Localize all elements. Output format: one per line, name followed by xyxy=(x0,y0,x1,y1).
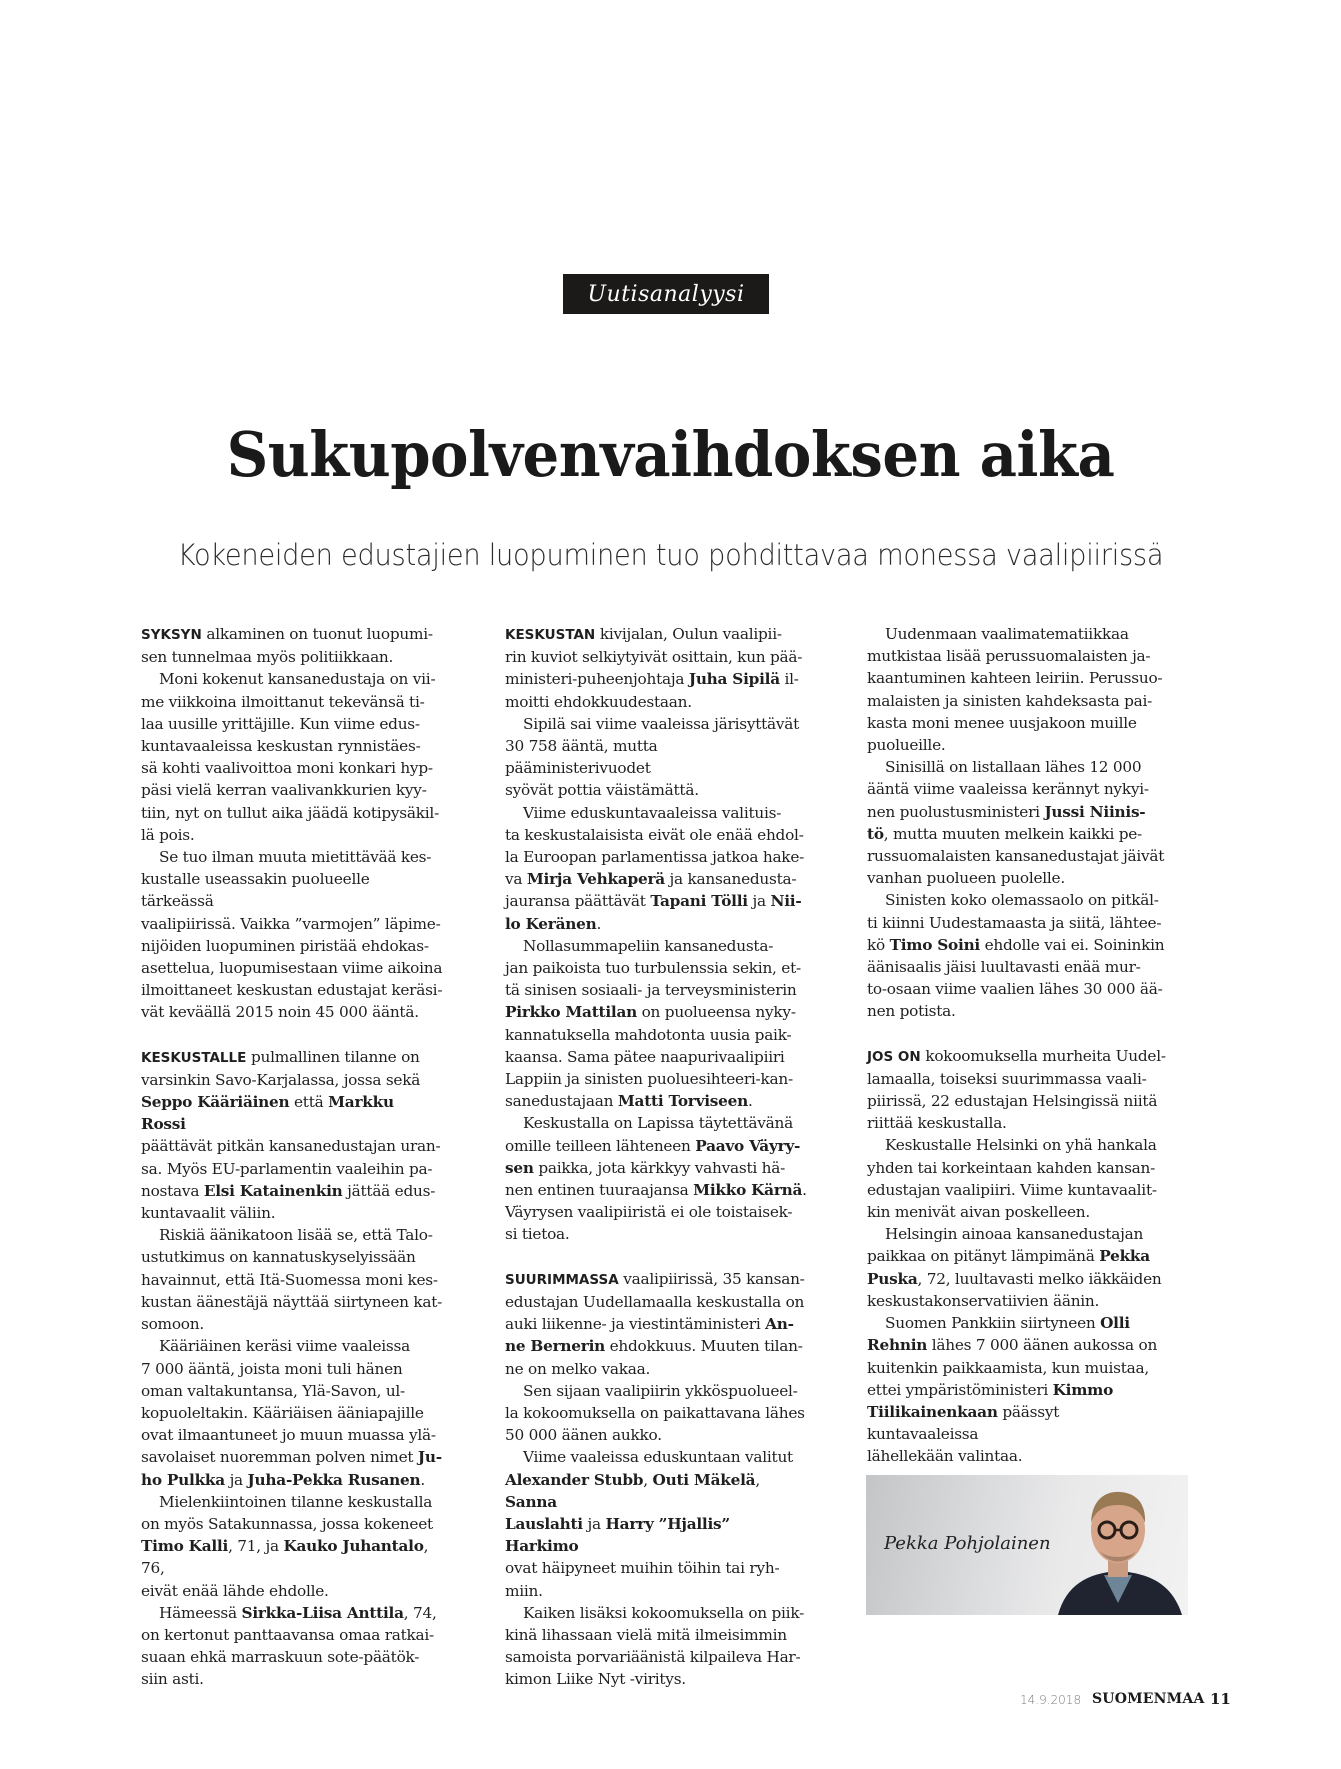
paragraph-text: alkaminen on tuonut luopumi- sen tunnelmaa myös politiikkaan. xyxy=(141,625,433,667)
article-paragraph: Sen sijaan vaalipiirin ykköspuolueel- la kokoomuksella on paikattavana lähes 50 000 äänen aukko. xyxy=(505,1381,805,1445)
paragraph-kicker: KESKUSTAN xyxy=(505,627,596,643)
article-lead-paragraph xyxy=(141,1046,443,1225)
article-lead-paragraph xyxy=(505,1268,807,1380)
section-badge xyxy=(563,274,769,314)
article-paragraph: Kaiken lisäksi kokoomuksella on piik- kinä lihassaan vielä mitä ilmeisimmin samoista porvariäänistä kilpaileva Har- kimon Liike Nyt -viritys. xyxy=(505,1603,804,1689)
article-subheadline: Kokeneiden edustajien luopuminen tuo pohdittavaa monessa vaalipiirissä xyxy=(177,538,1164,572)
article-paragraph: Sipilä sai viime vaaleissa järisyttävät 30 758 ääntä, mutta pääministerivuodet syövät pottia väistämättä. xyxy=(505,714,800,800)
article-paragraph: Hämeessä Sirkka-Liisa Anttila, 74, on kertonut panttaavansa omaa ratkai- suaan ehkä marraskuun sote-päätök- siin asti. xyxy=(141,1603,437,1689)
paragraph-text: kokoomuksella murheita Uudel- lamaalla, toiseksi suurimmassa vaali- piirissä, 22 edustajan Helsingissä niitä riittää keskustalla. xyxy=(867,1046,1166,1133)
article-paragraph: Moni kokenut kansanedustaja on vii- me viikkoina ilmoittanut tekevänsä ti- laa uusille yrittäjille. Kun viime edus- kuntavaaleissa keskustan rynnistäes- sä kohti vaalivoittoa moni konkari hyp- päsi vielä kerran vaalivankkurien kyy- tiin, nyt on tullut aika jäädä kotipysäkil- lä pois. xyxy=(141,670,439,844)
paragraph-kicker: JOS ON xyxy=(867,1048,921,1065)
article-paragraph: Keskustalla on Lapissa täytettävänä omille teilleen lähteneen Paavo Väyry- sen paikka, jota kärkkyy vahvasti hä- nen entinen tuuraajansa Mikko Kärnä. Väyrysen vaalipiiristä ei ole toistaisek- si tietoa. xyxy=(505,1114,807,1244)
author-byline-box xyxy=(866,1475,1188,1615)
author-portrait-icon xyxy=(1048,1475,1188,1615)
article-paragraph: Mielenkiintoinen tilanne keskustalla on myös Satakunnassa, jossa kokeneet Timo Kalli, 71, ja Kauko Juhantalo, 76, eivät enää lähde ehdolle. xyxy=(141,1492,433,1600)
article-paragraph: Kääriäinen keräsi viime vaaleissa 7 000 ääntä, joista moni tuli hänen oman valtakuntansa, Ylä-Savon, ul- kopuoleltakin. Kääriäisen ääniapajille ovat ilmaantuneet jo muun muassa ylä- savolaiset nuoremman polven nimet Ju- ho Pulkka ja Juha-Pekka Rusanen. xyxy=(141,1337,442,1489)
article-paragraph: Sinisillä on listallaan lähes 12 000 ääntä viime vaaleissa kerännyt nykyi- nen puolustusministeri Jussi Niinis- tö, mutta muuten melkein kaikki pe- russuomalaisten kansanedustajat jäivät vanhan puolueen puolelle. xyxy=(867,758,1165,888)
article-paragraph: Keskustalle Helsinki on yhä hankala yhden tai korkeintaan kahden kansan- edustajan vaalipiiri. Viime kuntavaalit- kin menivät aivan poskelleen. xyxy=(867,1136,1157,1222)
article-paragraph: Sinisten koko olemassaolo on pitkäl- ti kiinni Uudestamaasta ja siitä, lähtee- kö Timo Soini ehdolle vai ei. Soininkin äänisaalis jäisi luultavasti enää mur- to-osaan viime vaalien lähes 30 000 ää- nen potista. xyxy=(867,891,1165,1021)
article-paragraph: Riskiä äänikatoon lisää se, että Talo- ustutkimus on kannatuskyselyissään havainnut, että Itä-Suomessa moni kes- kustan äänestäjä näyttää siirtyneen kat- somoon. xyxy=(141,1226,443,1334)
article-column-3 xyxy=(867,623,1169,1468)
article-column-1 xyxy=(141,623,443,1691)
article-lead-paragraph xyxy=(505,623,807,713)
paragraph-kicker: KESKUSTALLE xyxy=(141,1049,247,1066)
page-number: 11 xyxy=(1210,1690,1231,1708)
article-paragraph: Viime vaaleissa eduskuntaan valitut Alexander Stubb, Outi Mäkelä, Sanna Lauslahti ja Harry ”Hjallis” Harkimo ovat häipyneet muihin töihin tai ryh- miin. xyxy=(505,1448,793,1600)
article-paragraph: Se tuo ilman muuta mietittävää kes- kustalle useassakin puolueelle tärkeässä vaalipiirissä. Vaikka ”varmojen” läpime- nijöiden luopuminen piristää ehdokas- asettelua, luopumisestaan viime aikoina ilmoittaneet keskustan edustajat keräsi- vät keväällä 2015 noin 45 000 ääntä. xyxy=(141,848,443,1022)
author-name: Pekka Pohjolainen xyxy=(884,1533,1051,1554)
paragraph-kicker: SUURIMMASSA xyxy=(505,1271,619,1288)
article-paragraph: Suomen Pankkiin siirtyneen Olli Rehnin lähes 7 000 äänen aukossa on kuitenkin paikkaamista, kun muistaa, ettei ympäristöministeri Kimmo Tiilikainenkaan päässyt kuntavaaleissa lähellekään valintaa. xyxy=(867,1314,1158,1466)
article-paragraph: Nollasummapeliin kansanedusta- jan paikoista tuo turbulenssia sekin, et- tä sinisen sosiaali- ja terveysministerin Pirkko Mattilan on puolueensa nyky- kannatuksella mahdotonta uusia paik- kaansa. Sama pätee naapurivaalipiiri Lappiin ja sinisten puoluesihteeri-kan- sanedustajaan Matti Torviseen. xyxy=(505,936,801,1111)
article-lead-paragraph xyxy=(867,1045,1169,1135)
article-paragraph: Viime eduskuntavaaleissa valituis- ta keskustalaisista eivät ole enää ehdol- la Euroopan parlamentissa jatkoa hake- va Mirja Vehkaperä ja kansanedusta- jauransa päättävät Tapani Tölli ja Nii- lo Keränen. xyxy=(505,803,805,933)
paragraph-text: vaalipiirissä, 35 kansan- edustajan Uudellamaalla keskustalla on auki liikenne- ja viestintäministeri An- ne Bernerin ehdokkuus. Muuten tilan- ne on melko vakaa. xyxy=(505,1269,805,1378)
article-paragraph: Helsingin ainoaa kansanedustajan paikkaa on pitänyt lämpimänä Pekka Puska, 72, luultavasti melko iäkkäiden keskustakonservatiivien äänin. xyxy=(867,1225,1162,1310)
article-headline: Sukupolvenvaihdoksen aika xyxy=(226,418,1115,491)
article-column-2 xyxy=(505,623,807,1691)
paragraph-text: kivijalan, Oulun vaalipii- rin kuviot selkiytyivät osittain, kun pää- ministeri-puheenjohtaja Juha Sipilä il- moitti ehdokkuudestaan. xyxy=(505,625,803,711)
publication-name: SUOMENMAA xyxy=(1092,1691,1205,1707)
article-lead-paragraph xyxy=(141,623,443,668)
paragraph-kicker: SYKSYN xyxy=(141,627,202,643)
footer-date: 14.9.2018 xyxy=(1020,1693,1082,1707)
paragraph-text: pulmallinen tilanne on varsinkin Savo-Karjalassa, jossa sekä Seppo Kääriäinen että Markku Rossi päättävät pitkän kansanedustajan uran- sa. Myös EU-parlamentin vaaleihin pa- nostava Elsi Katainenkin jättää edus- kuntavaalit väliin. xyxy=(141,1047,441,1223)
section-badge-label: Uutisanalyysi xyxy=(587,281,745,307)
article-paragraph: Uudenmaan vaalimatematiikkaa mutkistaa lisää perussuomalaisten ja- kaantuminen kahteen leiriin. Perussuo- malaisten ja sinisten kahdeksasta pai- kasta moni menee uusjakoon muille puolueille. xyxy=(867,625,1163,755)
